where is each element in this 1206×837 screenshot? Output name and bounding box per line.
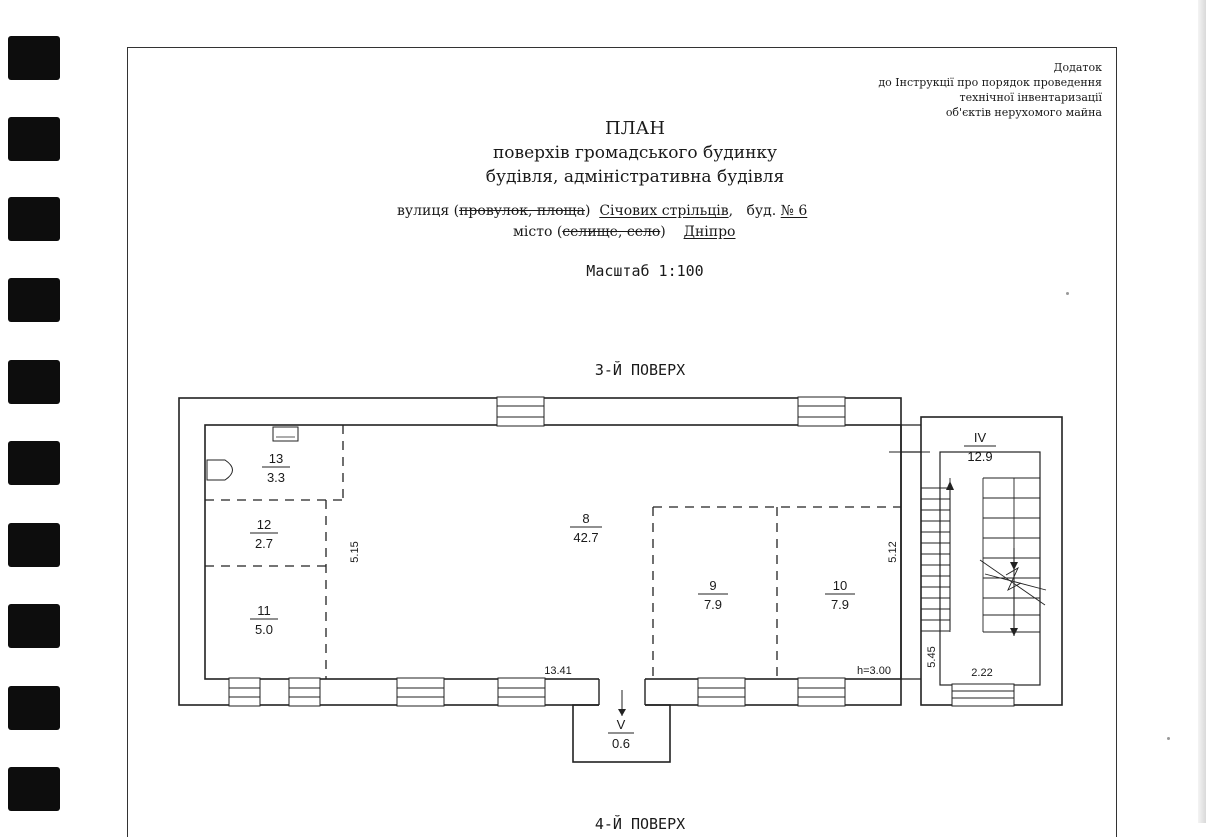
dimension-stair-depth: 5.45 <box>926 646 938 668</box>
room-number: 9 <box>709 578 717 593</box>
room-number: 8 <box>582 511 590 526</box>
city-name: Дніпро <box>683 224 736 240</box>
room-number: 10 <box>832 578 848 593</box>
appendix-line: до Інструкції про порядок проведення <box>878 76 1102 89</box>
street-line: вулиця (провулок, площа) Січових стрільців, буд. № 6 <box>397 203 808 219</box>
room-area: 12.9 <box>967 449 993 464</box>
dimension-height-right: 5.12 <box>887 541 899 563</box>
next-floor-title: 4-Й ПОВЕРХ <box>594 815 686 833</box>
room-number: 11 <box>257 603 271 618</box>
stair-block-inner <box>940 452 1040 685</box>
window <box>497 397 544 426</box>
room-number: 13 <box>268 451 284 466</box>
room-area: 5.0 <box>254 622 274 637</box>
building-label: буд. <box>746 203 777 219</box>
dimension-height-left: 5.15 <box>349 541 361 563</box>
title-main: ПЛАН <box>604 118 666 139</box>
window <box>798 397 845 426</box>
street-name: Січових стрільців <box>599 203 729 219</box>
room-area: 2.7 <box>254 536 274 551</box>
room-area: 3.3 <box>266 470 286 485</box>
street-type-struck: провулок, площа <box>459 203 585 219</box>
outer-wall <box>179 398 901 705</box>
building-number: № 6 <box>780 203 808 219</box>
title-line: будівля, адміністративна будівля <box>485 167 785 187</box>
inner-wall <box>205 425 901 679</box>
room-area: 7.9 <box>830 597 850 612</box>
window <box>698 678 745 706</box>
room-area: 7.9 <box>703 597 723 612</box>
title-line: поверхів громадського будинку <box>492 143 778 163</box>
room-area: 0.6 <box>611 736 631 751</box>
appendix-line: технічної інвентаризації <box>959 91 1102 104</box>
dimension-stair-width: 2.22 <box>971 667 993 679</box>
appendix-line: Додаток <box>1053 61 1102 74</box>
floor-title: 3-Й ПОВЕРХ <box>594 361 686 379</box>
room-number: 12 <box>256 517 272 532</box>
scale-label: Масштаб 1:100 <box>586 262 704 280</box>
window <box>397 678 444 706</box>
dimension-length: 13.41 <box>544 665 572 677</box>
window <box>289 678 320 706</box>
street-label: вулиця ( <box>397 203 460 219</box>
sink-icon <box>273 427 298 441</box>
window <box>798 678 845 706</box>
window <box>498 678 545 706</box>
city-close: ) <box>660 224 666 240</box>
window <box>952 684 1014 706</box>
appendix-line: об'єктів нерухомого майна <box>945 106 1102 119</box>
room-number: IV <box>973 430 987 445</box>
toilet-icon <box>207 460 233 480</box>
window <box>229 678 260 706</box>
city-label: місто ( <box>513 224 563 240</box>
room-area: 42.7 <box>573 530 599 545</box>
city-type-struck: селище, село <box>562 224 661 240</box>
street-close: ) <box>584 203 591 219</box>
ceiling-height: h=3.00 <box>857 665 891 677</box>
room-number: V <box>616 717 626 732</box>
